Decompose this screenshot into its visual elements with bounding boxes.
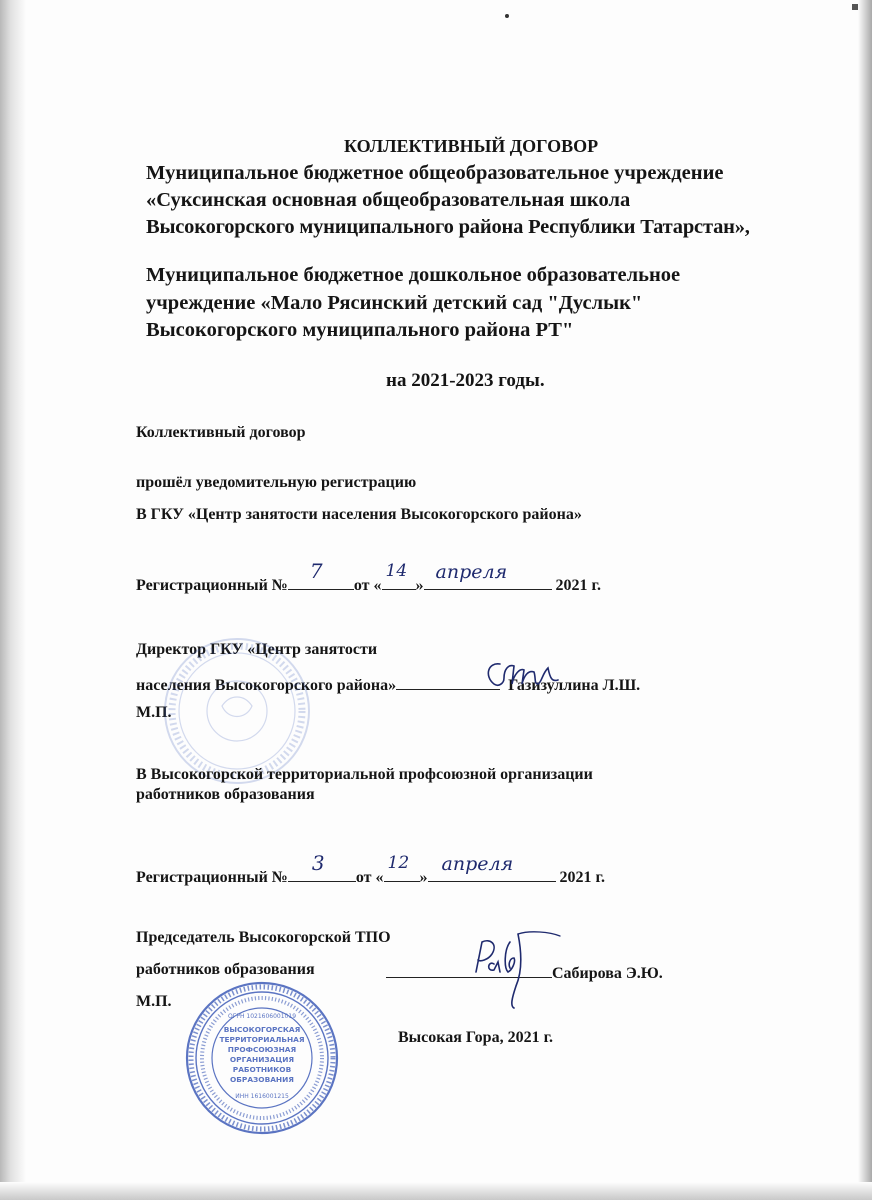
reg1-month-blank — [424, 561, 552, 590]
chairman-mp: М.П. — [136, 993, 172, 1010]
director-line2: населения Высокогорского района» — [136, 677, 397, 694]
union-stamp — [184, 980, 340, 1136]
document-title: КОЛЛЕКТИВНЫЙ ДОГОВОР — [344, 136, 599, 156]
reg1-number-row — [136, 559, 601, 595]
reg1-day-blank — [382, 561, 416, 590]
stamp-line-2: ТЕРРИТОРИАЛЬНАЯ — [219, 1035, 305, 1044]
reg2-line1: В Высокогорской территориальной профсоюзной организации — [136, 766, 593, 783]
scan-edge-bottom — [0, 1182, 872, 1200]
reg2-number-handwritten: 3 — [311, 851, 325, 875]
chairman-name: Сабирова Э.Ю. — [552, 965, 663, 982]
gku-stamp — [162, 636, 312, 786]
chairman-signature — [460, 928, 570, 1010]
stamp-inn: ИНН 1616001215 — [235, 1093, 289, 1100]
reg1-number-prefix: Регистрационный № — [136, 577, 288, 594]
org2-line3: Высокогорского муниципального района РТ" — [146, 319, 574, 341]
scan-edge-right — [858, 0, 872, 1200]
director-name: Газизуллина Л.Ш. — [508, 677, 641, 694]
org2-line1: Муниципальное бюджетное дошкольное образовательное — [146, 264, 681, 286]
place-and-year: Высокая Гора, 2021 г. — [398, 1029, 554, 1046]
reg1-month-handwritten: апреля — [435, 561, 508, 583]
reg2-day-blank — [384, 853, 420, 882]
reg2-line2: работников образования — [136, 786, 315, 803]
stamp-line-6: ОБРАЗОВАНИЯ — [229, 1075, 295, 1084]
scan-corner-mark — [852, 4, 858, 10]
reg2-date-prefix: от « — [355, 869, 384, 886]
reg2-date-quote: » — [419, 869, 428, 886]
stamp-line-3: ПРОФСОЮЗНАЯ — [227, 1045, 297, 1054]
contract-years: на 2021-2023 годы. — [386, 370, 545, 391]
reg2-year: 2021 г. — [559, 869, 605, 886]
stamp-ogrn: ОГРН 1021606001019 — [227, 1013, 297, 1020]
org1-line3: Высокогорского муниципального района Республики Татарстан», — [146, 216, 750, 238]
stamp-line-4: ОРГАНИЗАЦИЯ — [229, 1055, 295, 1064]
reg1-line3: В ГКУ «Центр занятости населения Высокогорского района» — [136, 506, 582, 523]
reg2-number-prefix: Регистрационный № — [136, 869, 288, 886]
reg1-number-blank — [288, 559, 354, 590]
scan-speck — [505, 14, 509, 18]
reg2-number-row — [136, 851, 605, 887]
reg1-day-handwritten: 14 — [385, 561, 408, 581]
reg1-year: 2021 г. — [555, 577, 601, 594]
reg2-month-handwritten: апреля — [441, 853, 514, 875]
stamp-line-5: РАБОТНИКОВ — [232, 1065, 292, 1074]
org1-line2: «Суксинская основная общеобразовательная школа — [146, 189, 631, 211]
chairman-line2: работников образования — [136, 961, 315, 978]
reg1-line2: прошёл уведомительную регистрацию — [136, 474, 417, 491]
director-mp: М.П. — [136, 704, 172, 721]
org2-line2: учреждение «Мало Рясинский детский сад "Дуслык" — [146, 292, 643, 314]
scan-edge-left — [0, 0, 26, 1200]
org1-line1: Муниципальное бюджетное общеобразовательное учреждение — [146, 162, 724, 184]
reg2-number-blank — [288, 851, 356, 882]
chairman-line1: Председатель Высокогорской ТПО — [136, 929, 391, 946]
reg2-day-handwritten: 12 — [387, 853, 410, 873]
stamp-line-1: ВЫСОКОГОРСКАЯ — [223, 1025, 301, 1034]
reg2-month-blank — [428, 853, 556, 882]
reg1-date-quote: » — [415, 577, 424, 594]
reg1-number-handwritten: 7 — [309, 559, 323, 583]
director-signature — [478, 654, 564, 694]
chairman-line2-row — [136, 961, 315, 979]
director-line1: Директор ГКУ «Центр занятости — [136, 641, 378, 658]
reg1-line1: Коллективный договор — [136, 424, 306, 441]
reg1-date-prefix: от « — [353, 577, 382, 594]
